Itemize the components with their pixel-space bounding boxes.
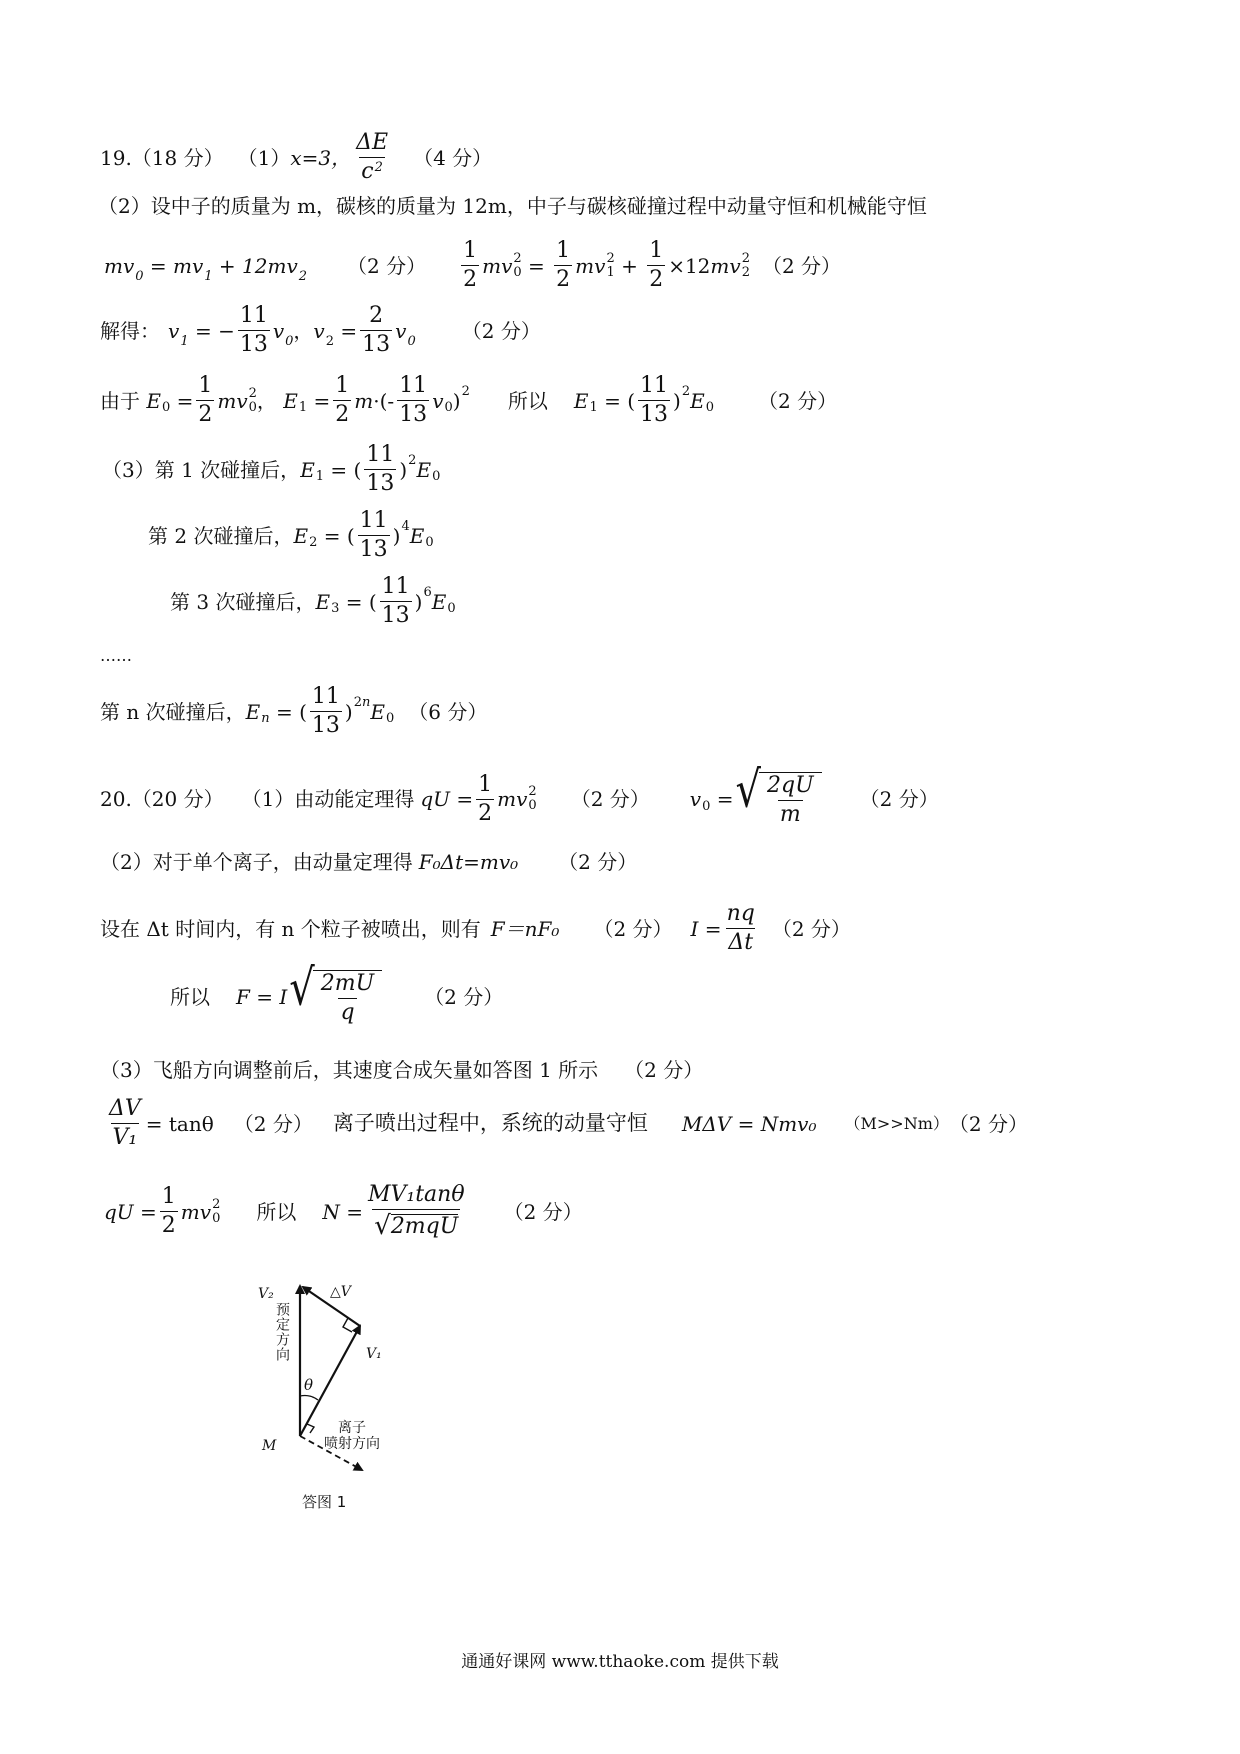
q20-F-result: 所以 F = I √ $\frac{2mU}{q}$ （2 分） (170, 959, 504, 1025)
q20-so-label: 所以 (170, 985, 210, 1009)
q20-F-sqrt-den: q (340, 1000, 355, 1025)
q20-N-fraction (366, 1184, 467, 1239)
q19-since-label: 由于 (100, 388, 140, 413)
q20-F-eq: F＝nF₀ (490, 916, 560, 941)
label-ion-direction-1: 离子 (338, 1420, 366, 1436)
q19-collision-n-label: 第 n 次碰撞后， (100, 699, 246, 724)
q19-solve-label: 解得： (100, 318, 160, 343)
q20-part2-line1 (100, 852, 637, 872)
q20-N-den: √ 2mqU (374, 1211, 459, 1241)
q19-score-momentum: （2 分） (347, 253, 427, 278)
q19-frac-num: ΔE (356, 130, 389, 155)
label-v1: V₁ (366, 1346, 382, 1362)
q19-head: 19.（18 分） (100, 145, 224, 170)
q20-dv-num: ΔV (109, 1096, 141, 1121)
q19-v2-den: 13 (362, 332, 391, 357)
q20-score-I: （2 分） (771, 916, 851, 941)
q20-momentum-eq: MΔV = Nmv₀ (681, 1111, 817, 1136)
q19-v1-rhs: $v_0$ (272, 318, 294, 349)
q20-momentum-text: 离子喷出过程中，系统的动量守恒 (332, 1111, 648, 1135)
q20-so-label-2: 所以 (256, 1199, 297, 1224)
q20-score-v0: （2 分） (859, 787, 939, 811)
q19-v1-den: 13 (239, 332, 268, 357)
q19-part1-score: （4 分） (413, 145, 493, 170)
q19-part3-collision-1: （3） 第 1 次碰撞后， E 1 = ( $\frac{11}{13}$ ) 2 E 0 (102, 442, 441, 496)
q19-frac-den-c: c (361, 159, 374, 184)
q19-score-energy-relation: （2 分） (758, 388, 838, 413)
q20-v0-sqrt-den: m (779, 802, 801, 827)
q19-so-label: 所以 (507, 388, 548, 413)
right-angle-mark-bottom (307, 1424, 314, 1433)
q19-v2-fraction (360, 305, 392, 356)
q19-collision-3-label: 第 3 次碰撞后， (170, 589, 316, 614)
q20-score-F: （2 分） (593, 916, 673, 941)
q19-solution (100, 305, 541, 356)
q19-collision-2-label: 第 2 次碰撞后， (148, 523, 294, 548)
q19-v1-num: 11 (239, 303, 268, 328)
q19-v1-fraction (238, 305, 270, 356)
q19-part1-label: （1） (237, 145, 291, 170)
label-ion-direction-2: 喷射方向 (324, 1436, 380, 1452)
q20-head: 20.（20 分） (100, 787, 224, 811)
q19-part2-text: （2）设中子的质量为 m，碳核的质量为 12m，中子与碳核碰撞过程中动量守恒和机械能守恒 (98, 194, 927, 218)
q20-condition: （M>>Nm） (844, 1113, 949, 1133)
q20-N-result: qU = $\frac{1}{2}$ mv 2 0 所以 N = MV₁tanθ √ 2mqU （2 分） (104, 1182, 583, 1241)
q19-v2-rhs: $v_0$ (395, 318, 416, 349)
q20-dv-fraction (107, 1098, 143, 1149)
q20-score-N: （2 分） (503, 1199, 583, 1224)
label-v2: V₂ (258, 1286, 274, 1302)
q20-N-num: MV₁tanθ (367, 1182, 465, 1207)
q19-conservation-equations (104, 240, 841, 291)
q20-part1: 20.（20 分） （1）由动能定理得 qU = $\frac{1}{2}$ mv 2 0 （2 分） v 0 = √ $\frac{2qU}{m}$ （2 分） (100, 761, 939, 827)
q19-v1-lhs: $v_1$ = − (168, 318, 235, 349)
q20-part3-text: （3）飞船方向调整前后，其速度合成矢量如答图 1 所示 (100, 1058, 599, 1082)
q19-v2-lhs: ，$v_2$ = (293, 318, 358, 349)
q20-dv-den: V₁ (112, 1125, 138, 1150)
q20-tan: = tanθ (145, 1111, 214, 1136)
velocity-vector-diagram (258, 1280, 458, 1520)
figure-caption: 答图 1 (302, 1493, 347, 1511)
q20-part2-line2-text: 设在 Δt 时间内，有 n 个粒子被喷出，则有 (100, 916, 481, 941)
q19-frac-den: $c^2$ (361, 159, 383, 184)
q19-x-value: x=3， (290, 145, 352, 170)
q20-part3-text-line (100, 1060, 703, 1080)
q19-collision-n: 第 n 次碰撞后， E n = ( $\frac{11}{13}$ ) 2n E 0 （6 分） (100, 684, 488, 738)
label-delta-v: △V (330, 1284, 351, 1300)
q20-I-fraction (725, 903, 757, 954)
q20-I-den: Δt (728, 930, 754, 955)
q19-collision-3: 第 3 次碰撞后， E 3 = ( $\frac{11}{13}$ ) 6 E 0 (170, 574, 456, 628)
q20-part2-text: （2）对于单个离子，由动量定理得 (100, 850, 413, 874)
q19-momentum-equation: $mv_0 = mv_1 + 12mv_2$ (104, 253, 308, 284)
q19-score-solution: （2 分） (461, 318, 541, 343)
q20-part1-text: （1）由动能定理得 (241, 787, 415, 811)
label-m: M (262, 1438, 277, 1454)
q20-N-den-text: 2mqU (390, 1214, 459, 1239)
q19-score-n: （6 分） (408, 699, 488, 724)
q20-v0-sqrt-num: 2qU (767, 773, 814, 798)
q19-energy-equation: $\frac{1}{2}$ mv 2 0 = $\frac{1}{2}$ mv 2 1 + $\frac{1}{2}$ ×12 mv 2 2 (463, 238, 750, 292)
q19-part1 (100, 132, 492, 183)
q19-energy-relation: 由于 E 0 = $\frac{1}{2}$ mv 2 0 ， E 1 = $\frac{1}{2}$ m ·(- $\frac{11}{13}$ v 0 ) 2 所以 E 1 = ( $\frac{11}{13}$ ) 2 E 0 （2 分） (100, 373, 838, 427)
q20-score-impulse: （2 分） (558, 850, 638, 874)
q20-F-sqrt: √ $\frac{2mU}{q}$ (289, 970, 382, 1024)
q20-score-tan: （2 分） (233, 1111, 313, 1136)
q20-score-diagram: （2 分） (624, 1058, 704, 1082)
theta-arc (300, 1396, 318, 1401)
q20-score-F-result: （2 分） (424, 985, 504, 1009)
q19-v2-num: 2 (369, 303, 384, 328)
q19-collision-1-label: 第 1 次碰撞后， (154, 457, 301, 482)
q20-I-num: nq (726, 901, 755, 926)
page-footer: 通通好课网 www.tthaoke.com 提供下载 (461, 1652, 779, 1672)
q20-momentum-line (104, 1098, 1028, 1149)
q19-part3-label: （3） (102, 457, 155, 482)
q19-collision-2: 第 2 次碰撞后， E 2 = ( $\frac{11}{13}$ ) 4 E 0 (148, 508, 434, 562)
label-theta: θ (304, 1376, 314, 1394)
q19-score-energy: （2 分） (761, 253, 842, 278)
q20-score-momentum: （2 分） (948, 1111, 1028, 1136)
q20-v0-sqrt: √ $\frac{2qU}{m}$ (736, 772, 822, 826)
q20-score-energy: （2 分） (570, 787, 650, 811)
q20-part2-line2: 设在 Δt 时间内，有 n 个粒子被喷出，则有 F＝nF₀ （2 分） I = $\frac{nq}{\Delta t}$ （2 分） (100, 901, 851, 955)
q19-energy-fraction (354, 132, 390, 183)
q20-impulse: F₀Δt=mv₀ (418, 850, 519, 874)
q19-ellipsis: …… (100, 646, 132, 665)
q20-F-sqrt-num: 2mU (320, 971, 375, 996)
label-preset-direction: 预定方向 (274, 1302, 290, 1362)
